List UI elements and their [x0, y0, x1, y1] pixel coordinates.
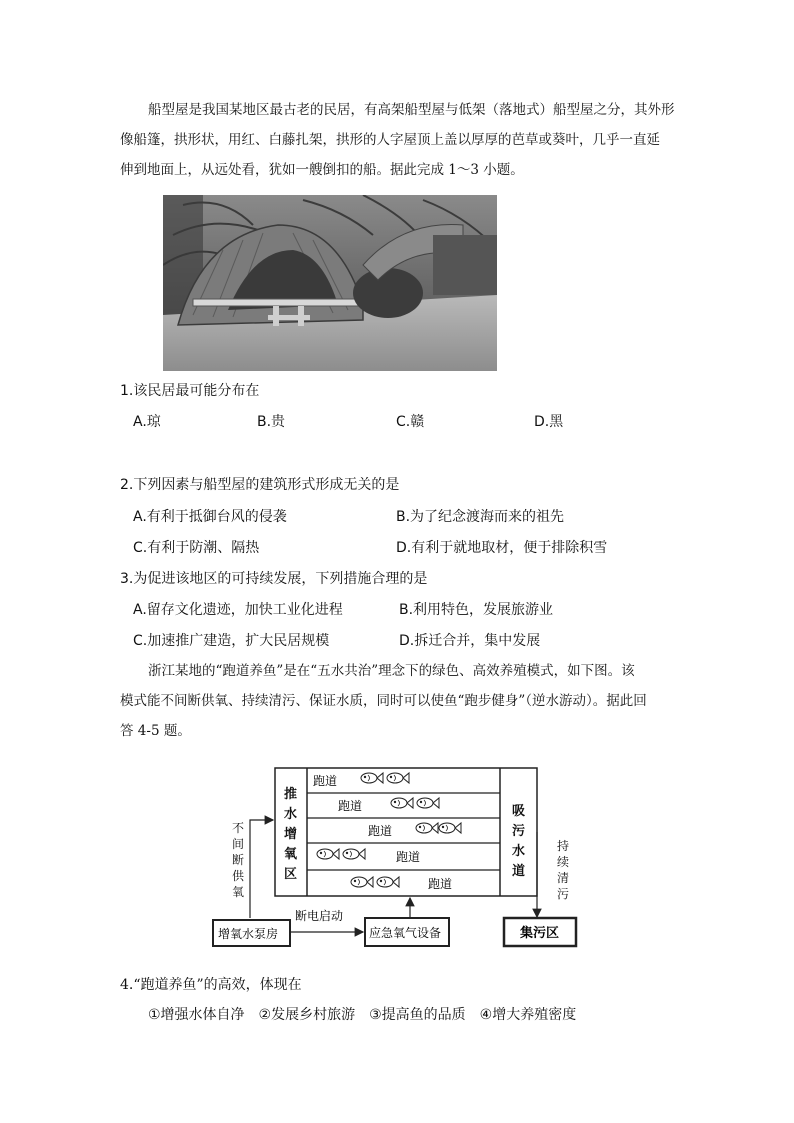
- q1-option-c[interactable]: C.赣: [396, 414, 425, 430]
- q1-option-b[interactable]: B.贵: [257, 414, 286, 430]
- lane-label: 跑道: [338, 799, 363, 813]
- question-1-stem: 1.该民居最可能分布在: [120, 383, 260, 399]
- lane-label: 跑道: [368, 824, 393, 838]
- q1-option-d[interactable]: D.黑: [534, 414, 564, 430]
- right-arrow-label: 持 续 清 污: [557, 839, 570, 901]
- intro-line-2: 像船篷，拱形状，用红、白藤扎架，拱形的人字屋顶上盖以厚厚的芭草或葵叶，几乎一直延: [120, 132, 660, 148]
- intro-paragraph: [120, 95, 680, 185]
- question-3-stem: 3.为促进该地区的可持续发展，下列措施合理的是: [120, 571, 428, 587]
- q1-option-a[interactable]: A.琼: [133, 414, 161, 430]
- q4-choices: ①增强水体自净 ②发展乡村旅游 ③提高鱼的品质 ④增大养殖密度: [148, 1007, 577, 1023]
- q3-option-c[interactable]: C.加速推广建造，扩大民居规模: [133, 633, 330, 649]
- intro-line-1: 船型屋是我国某地区最古老的民居，有高架船型屋与低架（落地式）船型屋之分，其外形: [148, 102, 675, 118]
- emergency-oxygen-label: 应急氧气设备: [369, 926, 442, 940]
- question-2-stem: 2.下列因素与船型屋的建筑形式形成无关的是: [120, 477, 400, 493]
- sewage-label: 集污区: [520, 926, 560, 941]
- question-4-stem: 4.“跑道养鱼”的高效，体现在: [120, 977, 302, 993]
- q3-option-b[interactable]: B.利用特色，发展旅游业: [399, 602, 554, 618]
- lane-label: 跑道: [428, 877, 453, 891]
- intro2-line-1: 浙江某地的“跑道养鱼”是在“五水共治”理念下的绿色、高效养殖模式，如下图。该: [148, 663, 635, 679]
- raceway-fish-diagram: [210, 760, 590, 955]
- q3-option-a[interactable]: A.留存文化遗迹，加快工业化进程: [133, 602, 343, 618]
- intro2-paragraph: [120, 656, 680, 746]
- power-label: 断电启动: [295, 909, 344, 923]
- q2-option-a[interactable]: A.有利于抵御台风的侵袭: [133, 509, 287, 525]
- left-arrow-label: 不 间 断 供 氧: [232, 821, 245, 899]
- q2-option-c[interactable]: C.有利于防潮、隔热: [133, 540, 260, 556]
- intro2-line-2: 模式能不间断供氧、持续清污、保证水质，同时可以使鱼“跑步健身”（逆水游动）。据此回: [120, 693, 647, 709]
- intro2-line-3: 答 4-5 题。: [120, 723, 191, 739]
- left-zone-label: 推 水 增 氧 区: [284, 787, 298, 882]
- q2-option-d[interactable]: D.有利于就地取材，便于排除积雪: [396, 540, 608, 556]
- boat-house-photo: [163, 195, 497, 371]
- pump-room-label: 增氧水泵房: [218, 927, 279, 941]
- lane-label: 跑道: [396, 850, 421, 864]
- q3-option-d[interactable]: D.拆迁合并，集中发展: [399, 633, 541, 649]
- intro-line-3: 伸到地面上，从远处看，犹如一艘倒扣的船。据此完成 1～3 小题。: [120, 162, 524, 178]
- right-zone-label: 吸 污 水 道: [512, 804, 526, 879]
- lane-label: 跑道: [313, 774, 338, 788]
- q2-option-b[interactable]: B.为了纪念渡海而来的祖先: [396, 509, 565, 525]
